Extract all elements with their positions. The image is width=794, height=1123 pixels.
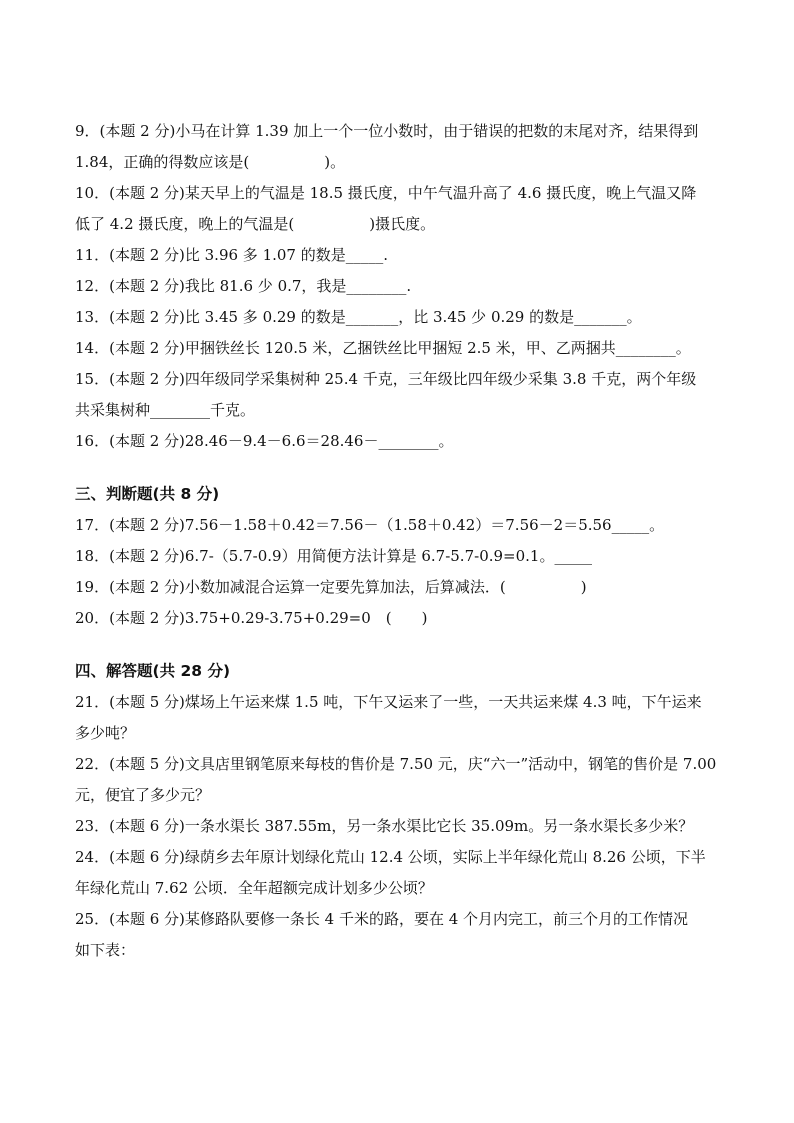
- document-page: [75, 116, 725, 966]
- fill-in-questions: [75, 116, 725, 457]
- question-10-line-1: 10．(本题 2 分)某天早上的气温是 18.5 摄氏度，中午气温升高了 4.6 摄氏度，晚上气温又降: [75, 184, 697, 202]
- question-22-line-2: 元，便宜了多少元？: [75, 786, 211, 804]
- question-13-line-1: 13．(本题 2 分)比 3.45 多 0.29 的数是_______，比 3.45 少 0.29 的数是_______。: [75, 308, 642, 326]
- section-4-title: 四、解答题(共 28 分): [75, 662, 231, 680]
- question-19-line-1: 19．(本题 2 分)小数加减混合运算一定要先算加法，后算减法．( ): [75, 578, 587, 596]
- question-22-line-1: 22．(本题 5 分)文具店里钢笔原来每枝的售价是 7.50 元，庆“六一”活动中，钢笔的售价是 7.00: [75, 755, 717, 773]
- word-problem-questions: [75, 687, 725, 966]
- question-20: [75, 603, 725, 634]
- question-17: [75, 510, 725, 541]
- question-16: [75, 426, 725, 457]
- question-23-line-1: 23．(本题 6 分)一条水渠长 387.55m，另一条水渠比它长 35.09m。另一条水渠长多少米？: [75, 817, 694, 835]
- question-11: [75, 240, 725, 271]
- question-15-line-2: 共采集树种________千克。: [75, 401, 256, 419]
- question-18: [75, 541, 725, 572]
- question-24-line-1: 24．(本题 6 分)绿荫乡去年原计划绿化荒山 12.4 公顷，实际上半年绿化荒山 8.26 公顷，下半: [75, 848, 706, 866]
- question-25: [75, 904, 725, 966]
- question-15: [75, 364, 725, 426]
- question-24: [75, 842, 725, 904]
- question-9-line-2: 1.84，正确的得数应该是( )。: [75, 153, 346, 171]
- judgment-questions: [75, 510, 725, 634]
- question-10-line-2: 低了 4.2 摄氏度，晚上的气温是( )摄氏度。: [75, 215, 436, 233]
- question-12-line-1: 12．(本题 2 分)我比 81.6 少 0.7，我是________.: [75, 277, 412, 295]
- question-22: [75, 749, 725, 811]
- question-9-line-1: 9．(本题 2 分)小马在计算 1.39 加上一个一位小数时，由于错误的把数的末尾对齐，结果得到: [75, 122, 699, 140]
- section-3-title: 三、判断题(共 8 分): [75, 485, 220, 503]
- question-12: [75, 271, 725, 302]
- question-21-line-1: 21．(本题 5 分)煤场上午运来煤 1.5 吨，下午又运来了一些，一天共运来煤 4.3 吨，下午运来: [75, 693, 702, 711]
- question-23: [75, 811, 725, 842]
- question-25-line-1: 25．(本题 6 分)某修路队要修一条长 4 千米的路，要在 4 个月内完工，前三个月的工作情况: [75, 910, 689, 928]
- question-13: [75, 302, 725, 333]
- question-21: [75, 687, 725, 749]
- question-16-line-1: 16．(本题 2 分)28.46－9.4－6.6＝28.46－________。: [75, 432, 454, 450]
- question-20-line-1: 20．(本题 2 分)3.75+0.29-3.75+0.29=0 ( ): [75, 609, 428, 627]
- question-17-line-1: 17．(本题 2 分)7.56－1.58＋0.42＝7.56－（1.58＋0.42）＝7.56－2＝5.56_____。: [75, 516, 665, 534]
- question-9: [75, 116, 725, 178]
- question-24-line-2: 年绿化荒山 7.62 公顷．全年超额完成计划多少公顷？: [75, 879, 433, 897]
- question-19: [75, 572, 725, 603]
- question-11-line-1: 11．(本题 2 分)比 3.96 多 1.07 的数是_____.: [75, 246, 389, 264]
- question-25-line-2: 如下表：: [75, 941, 136, 959]
- question-15-line-1: 15．(本题 2 分)四年级同学采集树种 25.4 千克，三年级比四年级少采集 3.8 千克，两个年级: [75, 370, 697, 388]
- question-14-line-1: 14．(本题 2 分)甲捆铁丝长 120.5 米，乙捆铁丝比甲捆短 2.5 米，甲、乙两捆共________。: [75, 339, 691, 357]
- question-14: [75, 333, 725, 364]
- question-10: [75, 178, 725, 240]
- question-18-line-1: 18．(本题 2 分)6.7-（5.7-0.9）用简便方法计算是 6.7-5.7-0.9=0.1。_____: [75, 547, 592, 565]
- question-21-line-2: 多少吨？: [75, 724, 136, 742]
